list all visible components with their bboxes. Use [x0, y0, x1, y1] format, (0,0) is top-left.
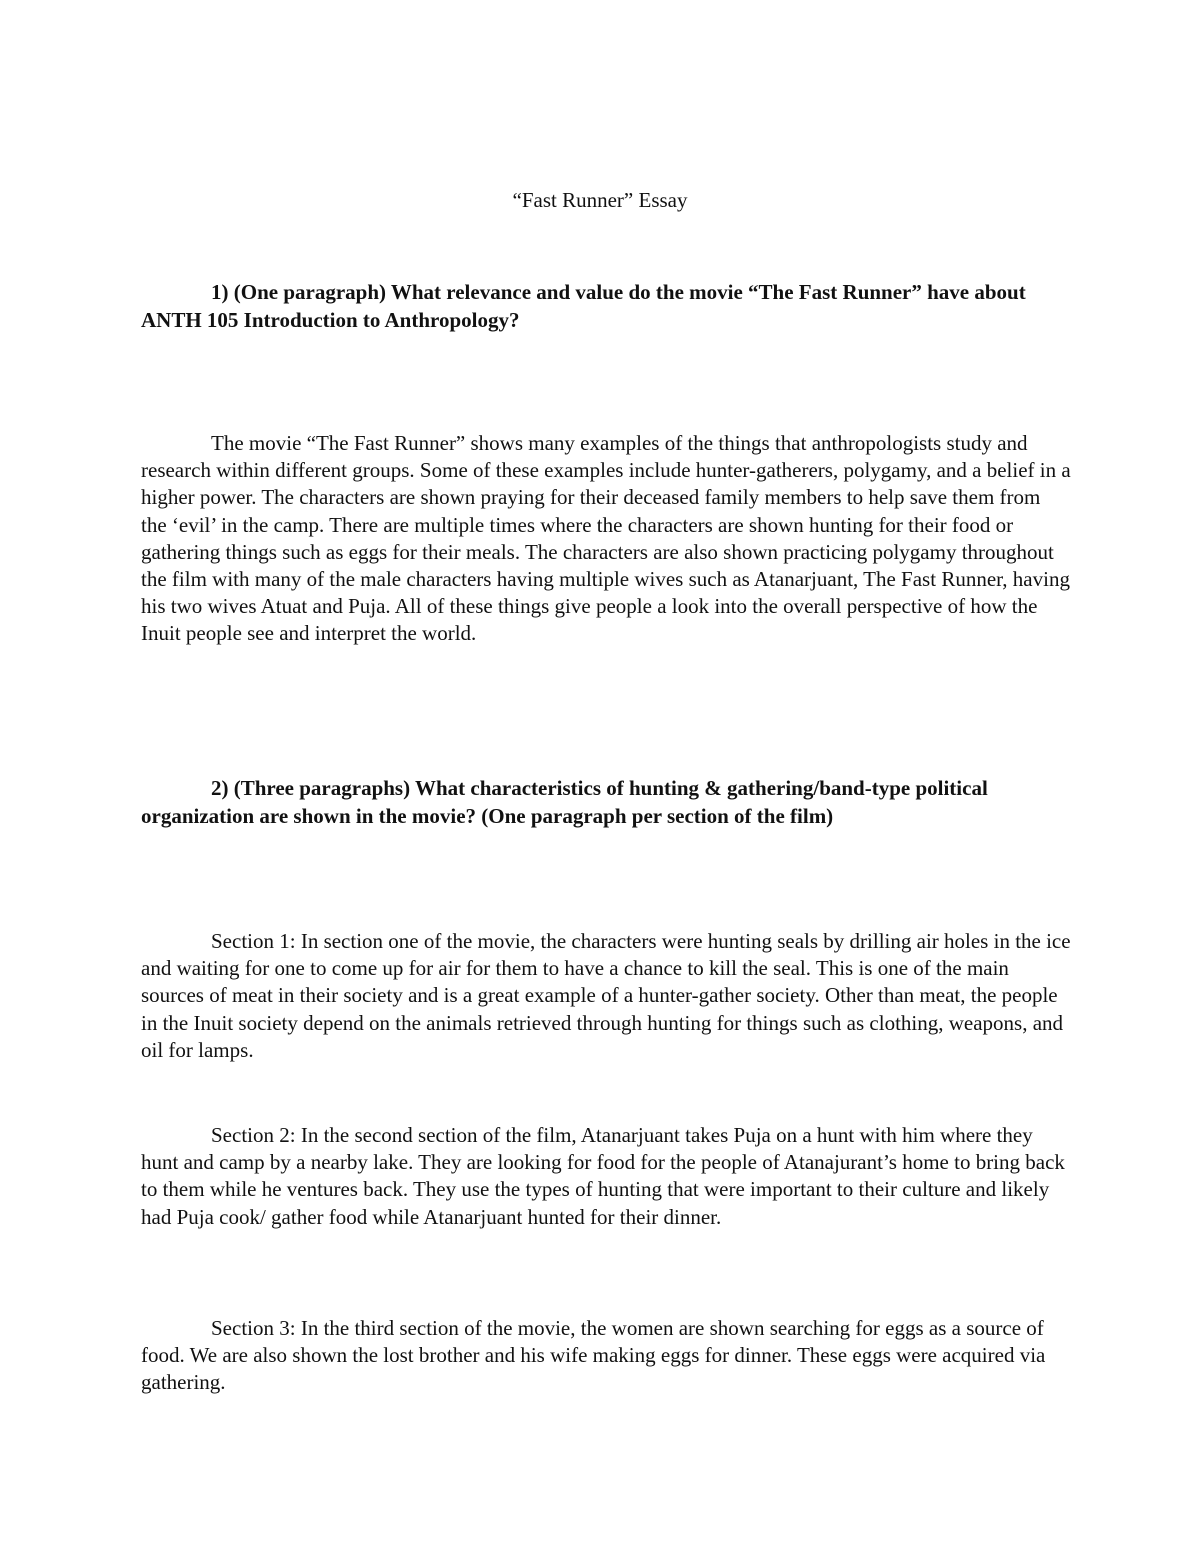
question-2: 2) (Three paragraphs) What characteristics of hunting & gathering/band-type political organization are shown in the movie? (One paragraph per section of the film) — [141, 776, 988, 828]
question-1: 1) (One paragraph) What relevance and value do the movie “The Fast Runner” have about ANTH 105 Introduction to Anthropology? — [141, 280, 1026, 332]
document-title: “Fast Runner” Essay — [512, 188, 688, 212]
section-1-paragraph: Section 1: In section one of the movie, the characters were hunting seals by drilling air holes in the ice and waiting for one to come up for air for them to have a chance to kill the seal. This is one of the main sources of meat in their society and is a great example of a hunter-gather society. Other than meat, the people in the Inuit society depend on the animals retrieved through hunting for things such as clothing, weapons, and oil for lamps. — [141, 929, 1071, 1062]
section-2-paragraph: Section 2: In the second section of the film, Atanarjuant takes Puja on a hunt with him where they hunt and camp by a nearby lake. They are looking for food for the people of Atanajurant’s home to bring back to them while he ventures back. They use the types of hunting that were important to their culture and likely had Puja cook/ gather food while Atanarjuant hunted for their dinner. — [141, 1123, 1065, 1229]
section-3-paragraph: Section 3: In the third section of the movie, the women are shown searching for eggs as a source of food. We are also shown the lost brother and his wife making eggs for dinner. These eggs were acquired via gathering. — [141, 1316, 1046, 1395]
answer-1-paragraph: The movie “The Fast Runner” shows many examples of the things that anthropologists study and research within different groups. Some of these examples include hunter-gatherers, polygamy, and a belief in a higher power. The characters are shown praying for their deceased family members to help save them from the ‘evil’ in the camp. There are multiple times where the characters are shown hunting for their food or gathering things such as eggs for their meals. The characters are also shown practicing polygamy throughout the film with many of the male characters having multiple wives such as Atanarjuant, The Fast Runner, having his two wives Atuat and Puja. All of these things give people a look into the overall perspective of how the Inuit people see and interpret the world. — [141, 431, 1071, 646]
